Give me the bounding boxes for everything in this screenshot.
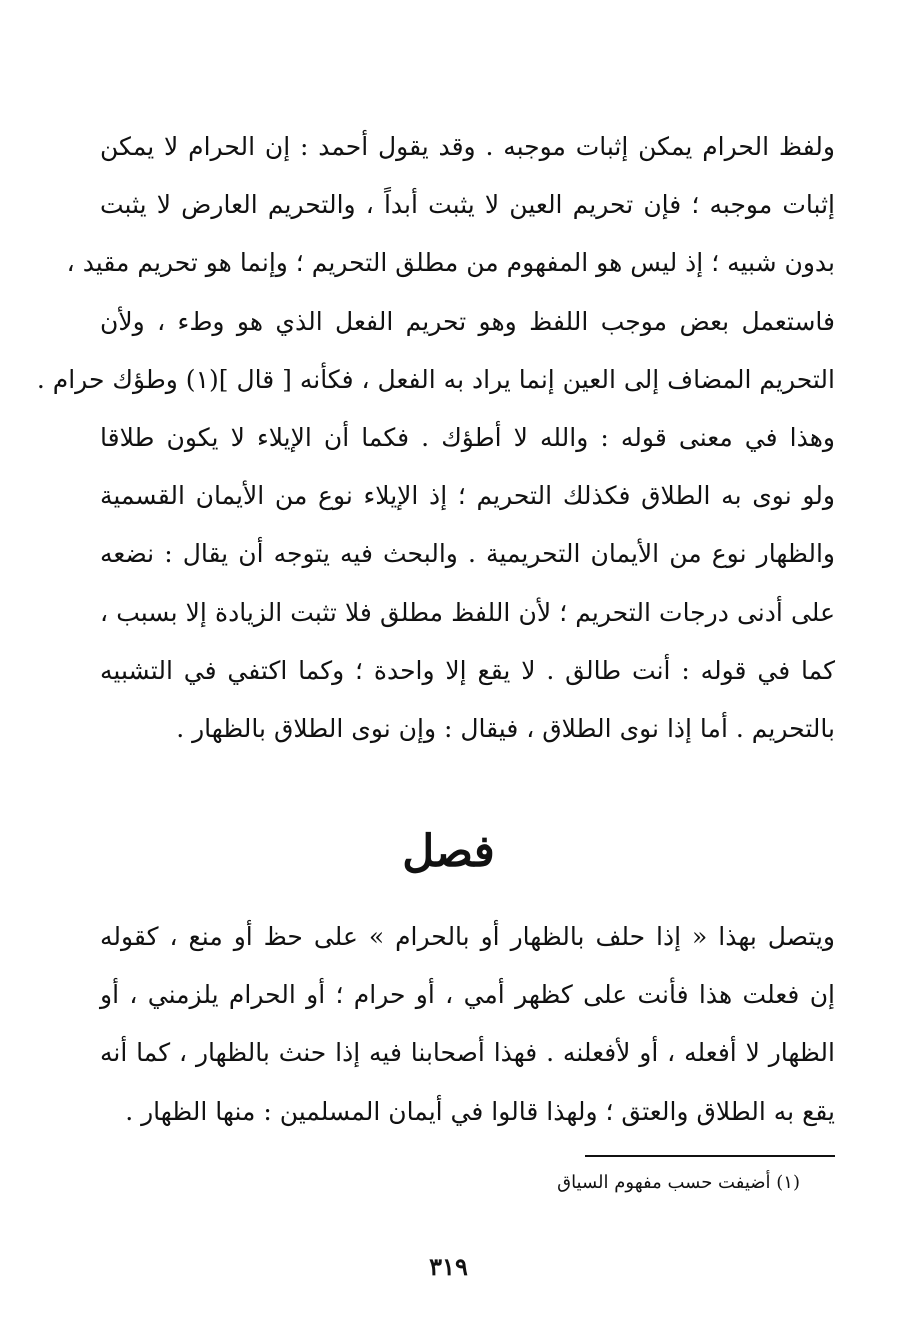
paragraph-main — [36, 118, 835, 758]
text-line: ويتصل بهذا « إذا حلف بالظهار أو بالحرام » على حظ أو منع ، كقوله — [100, 922, 835, 951]
text-line: وهذا في معنى قوله : والله لا أطؤك . فكما أن الإيلاء لا يكون طلاقا — [100, 422, 835, 452]
section-heading: فصل — [402, 826, 495, 877]
text-line: فاستعمل بعض موجب اللفظ وهو تحريم الفعل الذي هو وطء ، ولأن — [100, 306, 835, 336]
text-line: كما في قوله : أنت طالق . لا يقع إلا واحدة ؛ وكما اكتفي في التشبيه — [100, 655, 835, 685]
text-line: إن فعلت هذا فأنت على كظهر أمي ، أو حرام ؛ أو الحرام يلزمني ، أو — [100, 980, 835, 1010]
text-line: على أدنى درجات التحريم ؛ لأن اللفظ مطلق فلا تثبت الزيادة إلا بسبب ، — [100, 597, 835, 627]
text-line: بدون شبيه ؛ إذ ليس هو المفهوم من مطلق التحريم ؛ وإنما هو تحريم مقيد ، — [66, 248, 835, 278]
text-line: ولفظ الحرام يمكن إثبات موجبه . وقد يقول أحمد : إن الحرام لا يمكن — [100, 132, 835, 161]
footnote-divider — [585, 1155, 835, 1157]
text-line: بالتحريم . أما إذا نوى الطلاق ، فيقال : وإن نوى الطلاق بالظهار . — [176, 713, 835, 743]
text-line: إثبات موجبه ؛ فإن تحريم العين لا يثبت أبداً ، والتحريم العارض لا يثبت — [100, 190, 835, 220]
text-line: ولو نوى به الطلاق فكذلك التحريم ؛ إذ الإيلاء نوع من الأيمان القسمية — [100, 481, 835, 511]
footnote: (١) أضيفت حسب مفهوم السياق — [557, 1172, 800, 1193]
text-line: الظهار لا أفعله ، أو لأفعلنه . فهذا أصحابنا فيه إذا حنث بالظهار ، كما أنه — [100, 1038, 835, 1068]
paragraph-section — [100, 908, 835, 1141]
text-line: التحريم المضاف إلى العين إنما يراد به الفعل ، فكأنه [ قال ](١) وطؤك حرام . — [36, 364, 835, 394]
text-line: يقع به الطلاق والعتق ؛ ولهذا قالوا في أيمان المسلمين : منها الظهار . — [125, 1096, 835, 1126]
text-line: والظهار نوع من الأيمان التحريمية . والبحث فيه يتوجه أن يقال : نضعه — [100, 539, 835, 569]
page-number: ٣١٩ — [429, 1252, 468, 1281]
